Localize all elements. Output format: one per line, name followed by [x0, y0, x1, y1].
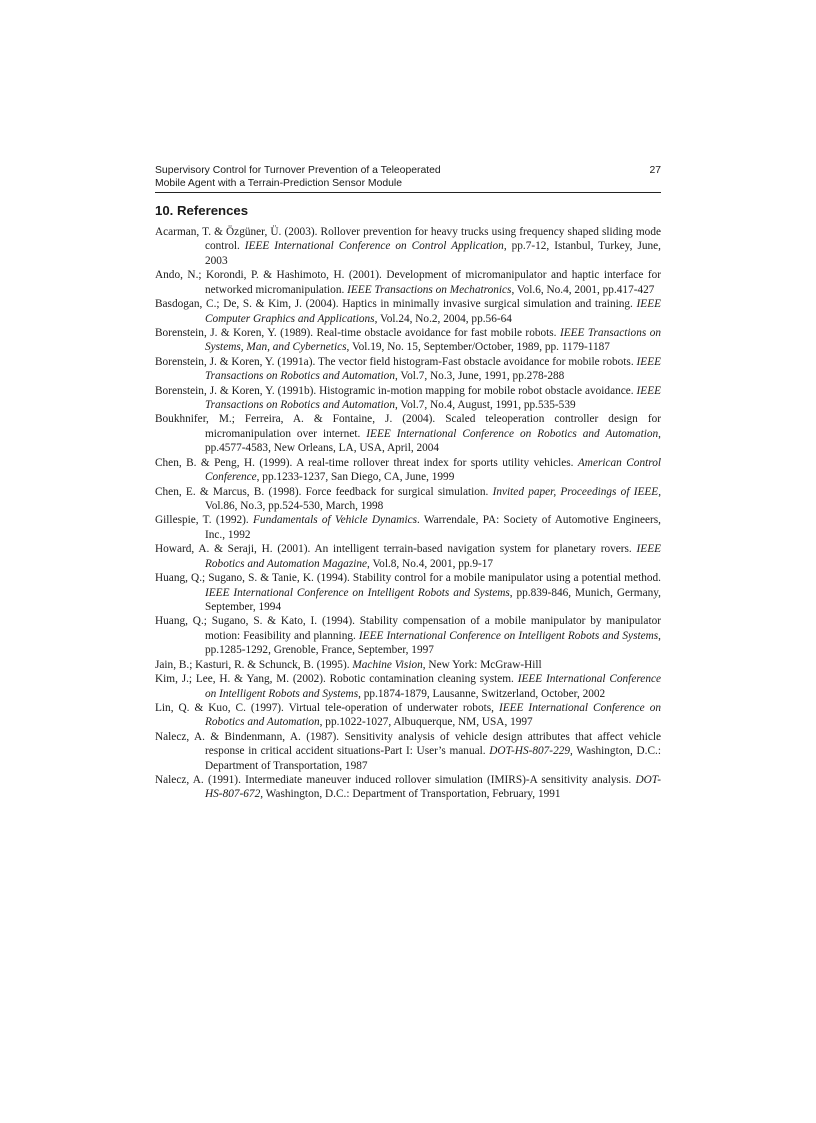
reference-text: Boukhnifer, M.; Ferreira, A. & Fontaine, J. (2004). Scaled teleoperation controller design for micromanipulation over internet. [155, 413, 661, 440]
reference-entry [155, 730, 661, 773]
reference-entry [155, 542, 661, 571]
reference-text: Kim, J.; Lee, H. & Yang, M. (2002). Robotic contamination cleaning system. [155, 673, 518, 686]
reference-details: , Vol.8, No.4, 2001, pp.9-17 [367, 557, 494, 570]
reference-entry [155, 355, 661, 384]
reference-details: , pp.7-12, Istanbul, Turkey, June, 2003 [205, 240, 661, 267]
reference-venue: IEEE International Conference on Intelligent Robots and Systems [358, 629, 659, 642]
reference-venue: IEEE Computer Graphics and Applications [205, 298, 661, 325]
reference-entry [155, 326, 661, 355]
reference-details: , pp.839-846, Munich, Germany, September, 1994 [205, 586, 661, 613]
reference-venue: IEEE Transactions on Mechatronics [347, 283, 512, 296]
reference-entry [155, 701, 661, 730]
reference-venue: IEEE Robotics and Automation Magazine [205, 543, 661, 570]
reference-details: , Vol.24, No.2, 2004, pp.56-64 [374, 312, 512, 325]
reference-details: , Vol.7, No.3, June, 1991, pp.278-288 [394, 370, 565, 383]
reference-details: . Warrendale, PA: Society of Automotive Engineers, Inc., 1992 [205, 514, 661, 541]
reference-entry [155, 571, 661, 614]
reference-details: , Vol.86, No.3, pp.524-530, March, 1998 [205, 485, 662, 513]
reference-venue: American Control Conference [205, 456, 661, 484]
reference-venue: IEEE International Conference on Robotics and Automation [366, 427, 659, 440]
reference-venue: IEEE Transactions on Robotics and Automation [205, 355, 661, 383]
reference-text: Howard, A. & Seraji, H. (2001). An intelligent terrain-based navigation system for planetary rovers. [155, 543, 637, 556]
reference-list [155, 225, 661, 802]
reference-venue: Invited paper, Proceedings of IEEE [492, 485, 659, 498]
reference-details: , Vol.7, No.4, August, 1991, pp.535-539 [394, 399, 576, 412]
reference-details: , pp.1285-1292, Grenoble, France, September, 1997 [205, 629, 661, 657]
reference-text: Jain, B.; Kasturi, R. & Schunck, B. (1995). [155, 658, 353, 671]
reference-venue: IEEE International Conference on Robotics and Automation [205, 701, 661, 729]
reference-text: Chen, B. & Peng, H. (1999). A real-time rollover threat index for sports utility vehicles. [155, 456, 578, 469]
reference-entry [155, 614, 661, 657]
reference-text: Lin, Q. & Kuo, C. (1997). Virtual tele-operation of underwater robots, [155, 701, 499, 714]
reference-text: Huang, Q.; Sugano, S. & Tanie, K. (1994). Stability control for a mobile manipulator using a potential method. [155, 572, 661, 585]
page-header [155, 165, 661, 193]
reference-venue: IEEE Transactions on Systems, Man, and Cybernetics [205, 326, 661, 354]
reference-details: , New York: McGraw-Hill [422, 658, 542, 671]
reference-text: Acarman, T. & Özgüner, Ü. (2003). Rollover prevention for heavy trucks using frequency shaped sliding mode control. [155, 226, 661, 253]
reference-details: , pp.4577-4583, New Orleans, LA, USA, April, 2004 [205, 427, 661, 455]
reference-text: Chen, E. & Marcus, B. (1998). Force feedback for surgical simulation. [155, 485, 493, 498]
reference-details: , pp.1874-1879, Lausanne, Switzerland, October, 2002 [358, 687, 606, 700]
page-number: 27 [649, 165, 661, 176]
reference-venue: DOT-HS-807-229 [489, 745, 571, 758]
reference-entry [155, 773, 661, 802]
reference-entry [155, 268, 661, 297]
reference-entry [155, 672, 661, 701]
reference-text: Borenstein, J. & Koren, Y. (1991a). The vector field histogram-Fast obstacle avoidance for mobile robots. [155, 355, 637, 368]
reference-text: Basdogan, C.; De, S. & Kim, J. (2004). Haptics in minimally invasive surgical simulation and training. [155, 298, 637, 311]
reference-entry [155, 456, 661, 485]
reference-entry [155, 225, 661, 268]
reference-details: , pp.1233-1237, San Diego, CA, June, 1999 [256, 471, 455, 484]
reference-text: Gillespie, T. (1992). [155, 514, 254, 527]
reference-venue: IEEE International Conference on Intelligent Robots and Systems [205, 586, 510, 599]
reference-text: Nalecz, A. & Bindenmann, A. (1987). Sensitivity analysis of vehicle design attributes that affect vehicle response in critical accident situations-Part I: User’s manual. [155, 730, 661, 758]
reference-text: Borenstein, J. & Koren, Y. (1989). Real-time obstacle avoidance for fast mobile robots. [155, 326, 560, 339]
reference-details: , pp.1022-1027, Albuquerque, NM, USA, 1997 [319, 716, 533, 729]
running-title-line-2: Mobile Agent with a Terrain-Prediction Sensor Module [155, 177, 403, 189]
reference-entry [155, 412, 661, 455]
reference-text: Nalecz, A. (1991). Intermediate maneuver induced rollover simulation (IMIRS)-A sensitivity analysis. [155, 774, 636, 787]
reference-text: Borenstein, J. & Koren, Y. (1991b). Histogramic in-motion mapping for mobile robot obstacle avoidance. [155, 384, 637, 397]
running-title-line-1: Supervisory Control for Turnover Prevention of a Teleoperated [155, 165, 441, 176]
reference-details: , Washington, D.C.: Department of Transportation, 1987 [205, 745, 661, 772]
running-title [155, 165, 595, 190]
reference-venue: IEEE International Conference on Control Application [244, 240, 504, 253]
reference-entry [155, 485, 661, 514]
reference-text: Ando, N.; Korondi, P. & Hashimoto, H. (2001). Development of micromanipulator and haptic interface for networked micromanipulation. [155, 269, 661, 296]
reference-details: , Washington, D.C.: Department of Transportation, February, 1991 [260, 788, 561, 801]
reference-entry [155, 384, 661, 413]
reference-details: , Vol.19, No. 15, September/October, 1989, pp. 1179-1187 [346, 341, 610, 354]
reference-entry [155, 513, 661, 542]
reference-text: Huang, Q.; Sugano, S. & Kato, I. (1994). Stability compensation of a mobile manipulator by manipulator motion: Feasibility and planning. [155, 615, 661, 642]
reference-venue: IEEE Transactions on Robotics and Automation [205, 384, 661, 412]
section-heading: 10. References [155, 203, 249, 218]
reference-venue: IEEE International Conference on Intelligent Robots and Systems [205, 673, 661, 700]
reference-venue: DOT-HS-807-672 [205, 774, 661, 801]
reference-entry [155, 658, 661, 672]
reference-venue: Fundamentals of Vehicle Dynamics [253, 514, 418, 527]
reference-venue: Machine Vision [352, 658, 423, 671]
reference-details: , Vol.6, No.4, 2001, pp.417-427 [511, 283, 655, 296]
reference-entry [155, 297, 661, 326]
